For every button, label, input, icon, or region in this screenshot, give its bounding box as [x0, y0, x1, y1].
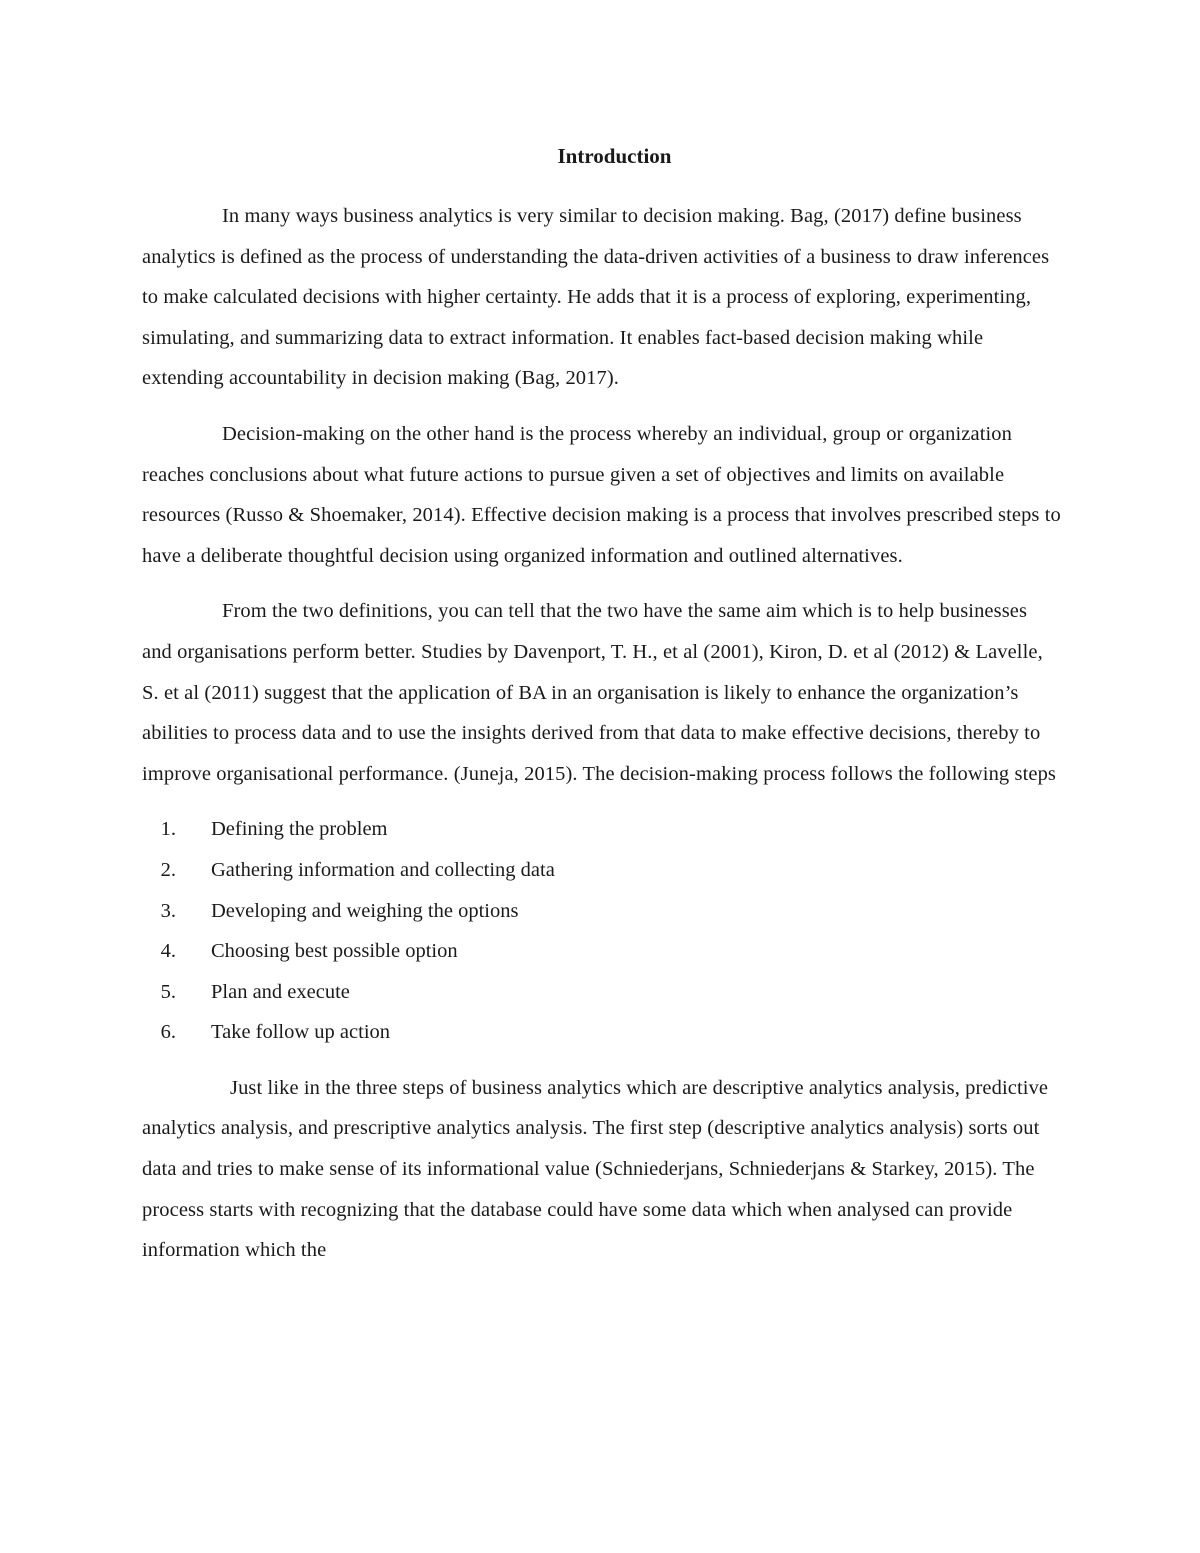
list-item-text: Plan and execute — [211, 980, 350, 1003]
list-item — [142, 850, 1062, 891]
paragraph-decision-making: Decision-making on the other hand is the process whereby an individual, group or organization reaches conclusions about what future actions to pursue given a set of objectives and limits on available resources (Russo & Shoemaker, 2014). Effective decision making is a process that involves prescribed steps to have a deliberate thoughtful decision using organized information and outlined alternatives. — [142, 422, 1061, 567]
list-item — [142, 972, 1062, 1013]
list-item-text: Developing and weighing the options — [211, 899, 519, 922]
list-item-number: 5. — [160, 980, 176, 1003]
paragraph-business-analytics: In many ways business analytics is very similar to decision making. Bag, (2017) define business analytics is defined as the process of understanding the data-driven activities of a business to draw inferences to make calculated decisions with higher certainty. He adds that it is a process of exploring, experimenting, simulating, and summarizing data to extract information. It enables fact-based decision making while extending accountability in decision making (Bag, 2017). — [142, 205, 1050, 390]
list-item-text: Choosing best possible option — [211, 940, 458, 963]
list-item — [142, 891, 1062, 932]
document-page — [142, 138, 1062, 1286]
decision-steps-list — [142, 809, 1062, 1053]
list-item-text: Take follow up action — [211, 1021, 391, 1044]
list-item — [142, 1012, 1062, 1053]
list-item-number: 6. — [160, 1021, 176, 1044]
list-item-text: Defining the problem — [211, 818, 388, 841]
page-title: Introduction — [557, 144, 672, 168]
list-item-number: 3. — [160, 899, 176, 922]
list-item — [142, 931, 1062, 972]
list-item-number: 4. — [160, 940, 176, 963]
list-item — [142, 809, 1062, 850]
list-item-text: Gathering information and collecting data — [211, 858, 555, 881]
paragraph-two-definitions: From the two definitions, you can tell that the two have the same aim which is to help businesses and organisations perform better. Studies by Davenport, T. H., et al (2001), Kiron, D. et al (2012) & Lavelle, S. et al (2011) suggest that the application of BA in an organisation is likely to enhance the organization’s abilities to process data and to use the insights derived from that data to make effective decisions, thereby to improve organisational performance. (Juneja, 2015). The decision-making process follows the following steps — [142, 600, 1057, 785]
list-item-number: 1. — [160, 818, 176, 841]
paragraph-analytics-steps: Just like in the three steps of business analytics which are descriptive analytics analysis, predictive analytics analysis, and prescriptive analytics analysis. The first step (descriptive analytics analysis) sorts out data and tries to make sense of its informational value (Schniederjans, Schniederjans & Starkey, 2015). The process starts with recognizing that the database could have some data which when analysed can provide information which the — [142, 1076, 1049, 1262]
list-item-number: 2. — [160, 858, 176, 881]
